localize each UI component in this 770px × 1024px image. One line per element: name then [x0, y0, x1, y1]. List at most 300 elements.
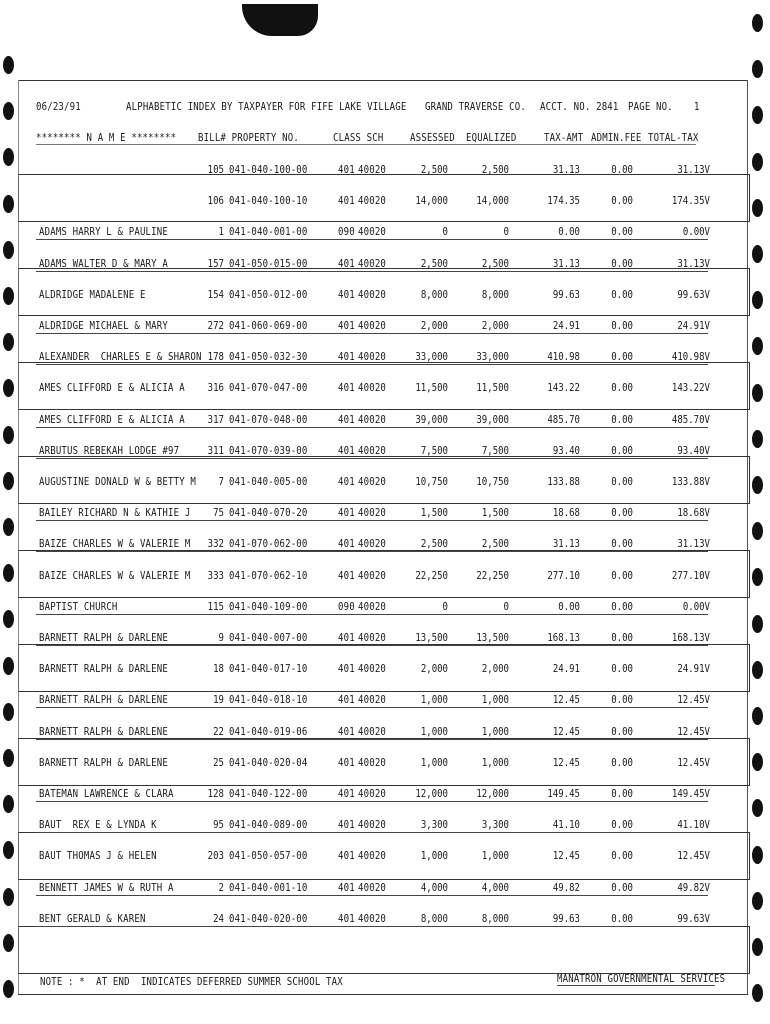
taxpayer-name: ALDRIDGE MICHAEL & MARY	[39, 320, 168, 332]
assessed-value: 11,500	[415, 382, 448, 394]
assessed-value: 33,000	[415, 351, 448, 363]
page-number: 1	[694, 101, 700, 113]
taxpayer-name: ADAMS HARRY L & PAULINE	[39, 226, 168, 238]
taxpayer-name: BARNETT RALPH & DARLENE	[39, 663, 168, 675]
footer-note: NOTE : * AT END INDICATES DEFERRED SUMMER SCHOOL TAX	[40, 976, 343, 988]
class-code: 401	[338, 726, 355, 738]
taxpayer-name: BATEMAN LAWRENCE & CLARA	[39, 788, 174, 800]
equalized-value: 1,000	[481, 726, 509, 738]
col-header-underline	[36, 144, 696, 145]
bill-number: 157	[207, 258, 224, 270]
class-code: 401	[338, 757, 355, 769]
property-number: 041-040-007-00	[229, 632, 308, 644]
tax-amount: 24.91	[552, 320, 580, 332]
scan-artifact	[242, 4, 318, 36]
equalized-value: 0	[503, 601, 509, 613]
feed-hole	[752, 384, 763, 402]
feed-hole	[3, 795, 14, 813]
assessed-value: 10,750	[415, 476, 448, 488]
bill-number: 332	[207, 538, 224, 550]
equalized-value: 10,750	[476, 476, 509, 488]
admin-fee: 0.00	[611, 351, 633, 363]
bill-number: 18	[213, 663, 224, 675]
report-title: ALPHABETIC INDEX BY TAXPAYER FOR FIFE LAKE VILLAGE	[126, 101, 407, 113]
assessed-value: 2,500	[420, 538, 448, 550]
page-label: PAGE NO.	[628, 101, 673, 113]
equalized-value: 1,000	[481, 850, 509, 862]
bottom-rule	[18, 994, 748, 995]
admin-fee: 0.00	[611, 757, 633, 769]
admin-fee: 0.00	[611, 570, 633, 582]
equalized-value: 2,000	[481, 663, 509, 675]
admin-fee: 0.00	[611, 476, 633, 488]
bill-number: 25	[213, 757, 224, 769]
tax-amount: 12.45	[552, 694, 580, 706]
feed-hole	[3, 148, 14, 166]
school-code: 40020	[358, 538, 387, 550]
tax-amount: 49.82	[552, 882, 580, 894]
class-code: 401	[338, 538, 355, 550]
top-rule	[18, 80, 748, 81]
col-header-fee: ADMIN.FEE	[591, 132, 642, 144]
bill-number: 24	[213, 913, 224, 925]
property-number: 041-070-048-00	[229, 414, 308, 426]
assessed-value: 1,000	[420, 757, 448, 769]
school-code: 40020	[358, 195, 387, 207]
row-underline	[36, 271, 708, 272]
school-code: 40020	[358, 694, 387, 706]
admin-fee: 0.00	[611, 226, 633, 238]
row-underline	[36, 645, 708, 646]
property-number: 041-070-062-00	[229, 538, 308, 550]
class-code: 401	[338, 289, 355, 301]
equalized-value: 14,000	[476, 195, 509, 207]
tax-amount: 0.00	[558, 601, 580, 613]
total-tax: 168.13V	[671, 632, 710, 644]
bill-number: 272	[207, 320, 224, 332]
row-underline	[36, 333, 708, 334]
report-date: 06/23/91	[36, 101, 81, 113]
admin-fee: 0.00	[611, 507, 633, 519]
admin-fee: 0.00	[611, 320, 633, 332]
admin-fee: 0.00	[611, 445, 633, 457]
bill-number: 2	[218, 882, 224, 894]
admin-fee: 0.00	[611, 414, 633, 426]
admin-fee: 0.00	[611, 819, 633, 831]
county-name: GRAND TRAVERSE CO.	[425, 101, 526, 113]
property-number: 041-040-100-00	[229, 164, 308, 176]
feed-hole	[752, 245, 763, 263]
class-code: 401	[338, 819, 355, 831]
taxpayer-name: ALEXANDER CHARLES E & SHARON	[39, 351, 202, 363]
school-code: 40020	[358, 788, 387, 800]
bill-number: 75	[213, 507, 224, 519]
school-code: 40020	[358, 632, 387, 644]
total-tax: 99.63V	[677, 913, 710, 925]
class-code: 401	[338, 882, 355, 894]
feed-hole	[3, 195, 14, 213]
tax-amount: 31.13	[552, 258, 580, 270]
bill-number: 333	[207, 570, 224, 582]
total-tax: 0.00V	[682, 601, 710, 613]
assessed-value: 0	[442, 226, 448, 238]
feed-hole	[3, 56, 14, 74]
total-tax: 149.45V	[671, 788, 710, 800]
admin-fee: 0.00	[611, 258, 633, 270]
property-number: 041-060-069-00	[229, 320, 308, 332]
feed-hole	[3, 934, 14, 952]
taxpayer-name: BAUT REX E & LYNDA K	[39, 819, 157, 831]
total-tax: 31.13V	[677, 164, 710, 176]
total-tax: 143.22V	[671, 382, 710, 394]
taxpayer-name: BAUT THOMAS J & HELEN	[39, 850, 157, 862]
bill-number: 7	[218, 476, 224, 488]
feed-hole	[752, 522, 763, 540]
school-code: 40020	[358, 507, 387, 519]
class-code: 401	[338, 507, 355, 519]
feed-hole	[3, 888, 14, 906]
row-underline	[36, 520, 708, 521]
school-code: 40020	[358, 164, 387, 176]
tax-amount: 485.70	[547, 414, 580, 426]
tax-amount: 31.13	[552, 538, 580, 550]
property-number: 041-040-089-00	[229, 819, 308, 831]
feed-hole	[3, 518, 14, 536]
feed-hole	[3, 241, 14, 259]
school-code: 40020	[358, 382, 387, 394]
bill-number: 203	[207, 850, 224, 862]
assessed-value: 13,500	[415, 632, 448, 644]
bill-number: 128	[207, 788, 224, 800]
row-underline	[36, 239, 708, 240]
feed-hole	[3, 610, 14, 628]
col-header-total: TOTAL-TAX	[648, 132, 699, 144]
school-code: 40020	[358, 850, 387, 862]
property-number: 041-040-001-00	[229, 226, 308, 238]
class-code: 401	[338, 445, 355, 457]
class-code: 401	[338, 850, 355, 862]
total-tax: 24.91V	[677, 663, 710, 675]
school-code: 40020	[358, 226, 387, 238]
tax-amount: 133.88	[547, 476, 580, 488]
bill-number: 9	[218, 632, 224, 644]
school-code: 40020	[358, 882, 387, 894]
school-code: 40020	[358, 570, 387, 582]
equalized-value: 4,000	[481, 882, 509, 894]
class-code: 401	[338, 476, 355, 488]
feed-hole	[3, 564, 14, 582]
assessed-value: 1,000	[420, 850, 448, 862]
admin-fee: 0.00	[611, 913, 633, 925]
taxpayer-name: ARBUTUS REBEKAH LODGE #97	[39, 445, 180, 457]
feed-hole	[752, 60, 763, 78]
feed-hole	[3, 426, 14, 444]
taxpayer-name: BARNETT RALPH & DARLENE	[39, 726, 168, 738]
feed-hole	[3, 657, 14, 675]
tax-amount: 174.35	[547, 195, 580, 207]
assessed-value: 1,000	[420, 726, 448, 738]
class-code: 401	[338, 570, 355, 582]
admin-fee: 0.00	[611, 601, 633, 613]
bill-number: 178	[207, 351, 224, 363]
tax-amount: 0.00	[558, 226, 580, 238]
tax-amount: 93.40	[552, 445, 580, 457]
feed-hole	[752, 799, 763, 817]
total-tax: 12.45V	[677, 757, 710, 769]
feed-hole	[752, 707, 763, 725]
equalized-value: 13,500	[476, 632, 509, 644]
taxpayer-name: BARNETT RALPH & DARLENE	[39, 694, 168, 706]
equalized-value: 1,000	[481, 757, 509, 769]
equalized-value: 1,500	[481, 507, 509, 519]
assessed-value: 1,000	[420, 694, 448, 706]
row-underline	[36, 551, 708, 552]
feed-hole	[752, 892, 763, 910]
taxpayer-name: BENNETT JAMES W & RUTH A	[39, 882, 174, 894]
feed-hole	[3, 102, 14, 120]
total-tax: 41.10V	[677, 819, 710, 831]
tax-amount: 143.22	[547, 382, 580, 394]
class-code: 401	[338, 414, 355, 426]
assessed-value: 1,500	[420, 507, 448, 519]
feed-hole	[752, 984, 763, 1002]
class-code: 401	[338, 694, 355, 706]
taxpayer-name: BARNETT RALPH & DARLENE	[39, 757, 168, 769]
class-code: 401	[338, 788, 355, 800]
equalized-value: 11,500	[476, 382, 509, 394]
property-number: 041-040-001-10	[229, 882, 308, 894]
row-underline	[36, 707, 708, 708]
taxpayer-name: BAIZE CHARLES W & VALERIE M	[39, 570, 191, 582]
feed-hole	[3, 980, 14, 998]
property-number: 041-050-032-30	[229, 351, 308, 363]
feed-hole	[752, 568, 763, 586]
property-number: 041-040-019-06	[229, 726, 308, 738]
col-header-name: ******** N A M E ********	[36, 132, 177, 144]
property-number: 041-050-015-00	[229, 258, 308, 270]
taxpayer-name: BENT GERALD & KAREN	[39, 913, 146, 925]
taxpayer-name: AUGUSTINE DONALD W & BETTY M	[39, 476, 197, 488]
row-underline	[36, 458, 708, 459]
property-number: 041-070-047-00	[229, 382, 308, 394]
admin-fee: 0.00	[611, 538, 633, 550]
total-tax: 49.82V	[677, 882, 710, 894]
assessed-value: 3,300	[420, 819, 448, 831]
tax-amount: 12.45	[552, 726, 580, 738]
equalized-value: 2,500	[481, 538, 509, 550]
feed-hole	[752, 476, 763, 494]
tax-amount: 18.68	[552, 507, 580, 519]
class-code: 401	[338, 320, 355, 332]
admin-fee: 0.00	[611, 694, 633, 706]
taxpayer-name: ADAMS WALTER D & MARY A	[39, 258, 168, 270]
property-number: 041-050-057-00	[229, 850, 308, 862]
property-number: 041-040-109-00	[229, 601, 308, 613]
school-code: 40020	[358, 913, 387, 925]
school-code: 40020	[358, 289, 387, 301]
total-tax: 31.13V	[677, 538, 710, 550]
class-code: 401	[338, 632, 355, 644]
taxpayer-name: BAPTIST CHURCH	[39, 601, 118, 613]
school-code: 40020	[358, 351, 387, 363]
assessed-value: 12,000	[415, 788, 448, 800]
admin-fee: 0.00	[611, 195, 633, 207]
property-number: 041-040-005-00	[229, 476, 308, 488]
class-code: 090	[338, 226, 355, 238]
school-code: 40020	[358, 414, 387, 426]
admin-fee: 0.00	[611, 632, 633, 644]
feed-hole	[752, 14, 763, 32]
admin-fee: 0.00	[611, 289, 633, 301]
feed-hole	[3, 703, 14, 721]
total-tax: 12.45V	[677, 694, 710, 706]
tax-amount: 99.63	[552, 913, 580, 925]
equalized-value: 1,000	[481, 694, 509, 706]
footer-vendor: MANATRON GOVERNMENTAL SERVICES	[557, 973, 726, 985]
property-number: 041-040-070-20	[229, 507, 308, 519]
total-tax: 12.45V	[677, 850, 710, 862]
assessed-value: 4,000	[420, 882, 448, 894]
bill-number: 1	[218, 226, 224, 238]
tax-amount: 410.98	[547, 351, 580, 363]
row-underline	[36, 427, 708, 428]
equalized-value: 33,000	[476, 351, 509, 363]
feed-hole	[3, 472, 14, 490]
footer-vendor-underline	[557, 985, 715, 986]
feed-hole	[3, 841, 14, 859]
assessed-value: 7,500	[420, 445, 448, 457]
row-underline	[36, 614, 708, 615]
total-tax: 99.63V	[677, 289, 710, 301]
class-code: 401	[338, 351, 355, 363]
admin-fee: 0.00	[611, 164, 633, 176]
row-underline	[36, 801, 708, 802]
assessed-value: 8,000	[420, 913, 448, 925]
property-number: 041-040-020-04	[229, 757, 308, 769]
tax-amount: 149.45	[547, 788, 580, 800]
property-number: 041-040-122-00	[229, 788, 308, 800]
class-code: 090	[338, 601, 355, 613]
print-band	[18, 926, 750, 974]
total-tax: 174.35V	[671, 195, 710, 207]
equalized-value: 2,500	[481, 164, 509, 176]
total-tax: 31.13V	[677, 258, 710, 270]
admin-fee: 0.00	[611, 850, 633, 862]
property-number: 041-050-012-00	[229, 289, 308, 301]
tax-amount: 24.91	[552, 663, 580, 675]
tax-amount: 31.13	[552, 164, 580, 176]
tax-amount: 277.10	[547, 570, 580, 582]
assessed-value: 22,250	[415, 570, 448, 582]
feed-hole	[3, 749, 14, 767]
bill-number: 22	[213, 726, 224, 738]
school-code: 40020	[358, 601, 387, 613]
total-tax: 93.40V	[677, 445, 710, 457]
bill-number: 317	[207, 414, 224, 426]
school-code: 40020	[358, 445, 387, 457]
feed-hole	[752, 199, 763, 217]
assessed-value: 2,000	[420, 320, 448, 332]
school-code: 40020	[358, 320, 387, 332]
feed-hole	[3, 287, 14, 305]
school-code: 40020	[358, 663, 387, 675]
admin-fee: 0.00	[611, 382, 633, 394]
class-code: 401	[338, 164, 355, 176]
account-number: ACCT. NO. 2841	[540, 101, 619, 113]
class-code: 401	[338, 382, 355, 394]
taxpayer-name: BAIZE CHARLES W & VALERIE M	[39, 538, 191, 550]
equalized-value: 8,000	[481, 913, 509, 925]
equalized-value: 2,500	[481, 258, 509, 270]
school-code: 40020	[358, 726, 387, 738]
taxpayer-name: AMES CLIFFORD E & ALICIA A	[39, 382, 185, 394]
feed-hole	[752, 938, 763, 956]
equalized-value: 8,000	[481, 289, 509, 301]
equalized-value: 0	[503, 226, 509, 238]
row-underline	[36, 364, 708, 365]
equalized-value: 7,500	[481, 445, 509, 457]
property-number: 041-040-018-10	[229, 694, 308, 706]
total-tax: 410.98V	[671, 351, 710, 363]
tax-amount: 12.45	[552, 850, 580, 862]
col-header-assessed: ASSESSED	[410, 132, 455, 144]
bill-number: 115	[207, 601, 224, 613]
col-header-tax: TAX-AMT	[544, 132, 584, 144]
total-tax: 133.88V	[671, 476, 710, 488]
bill-number: 19	[213, 694, 224, 706]
assessed-value: 2,500	[420, 258, 448, 270]
total-tax: 0.00V	[682, 226, 710, 238]
bill-number: 316	[207, 382, 224, 394]
admin-fee: 0.00	[611, 726, 633, 738]
property-number: 041-040-020-00	[229, 913, 308, 925]
tax-amount: 12.45	[552, 757, 580, 769]
taxpayer-name: BARNETT RALPH & DARLENE	[39, 632, 168, 644]
bill-number: 106	[207, 195, 224, 207]
bill-number: 105	[207, 164, 224, 176]
school-code: 40020	[358, 819, 387, 831]
equalized-value: 2,000	[481, 320, 509, 332]
equalized-value: 22,250	[476, 570, 509, 582]
school-code: 40020	[358, 757, 387, 769]
class-code: 401	[338, 913, 355, 925]
feed-hole	[3, 333, 14, 351]
feed-hole	[752, 291, 763, 309]
total-tax: 24.91V	[677, 320, 710, 332]
school-code: 40020	[358, 258, 387, 270]
taxpayer-name: AMES CLIFFORD E & ALICIA A	[39, 414, 185, 426]
equalized-value: 12,000	[476, 788, 509, 800]
bill-number: 154	[207, 289, 224, 301]
row-underline	[36, 895, 708, 896]
assessed-value: 14,000	[415, 195, 448, 207]
property-number: 041-070-039-00	[229, 445, 308, 457]
taxpayer-name: BAILEY RICHARD N & KATHIE J	[39, 507, 191, 519]
admin-fee: 0.00	[611, 882, 633, 894]
assessed-value: 2,000	[420, 663, 448, 675]
property-number: 041-040-100-10	[229, 195, 308, 207]
class-code: 401	[338, 663, 355, 675]
tax-amount: 99.63	[552, 289, 580, 301]
tax-amount: 168.13	[547, 632, 580, 644]
bill-number: 95	[213, 819, 224, 831]
equalized-value: 39,000	[476, 414, 509, 426]
row-underline	[36, 926, 708, 927]
col-header-bill: BILL# PROPERTY NO.	[198, 132, 299, 144]
feed-hole	[752, 153, 763, 171]
col-header-class: CLASS SCH	[333, 132, 384, 144]
school-code: 40020	[358, 476, 387, 488]
